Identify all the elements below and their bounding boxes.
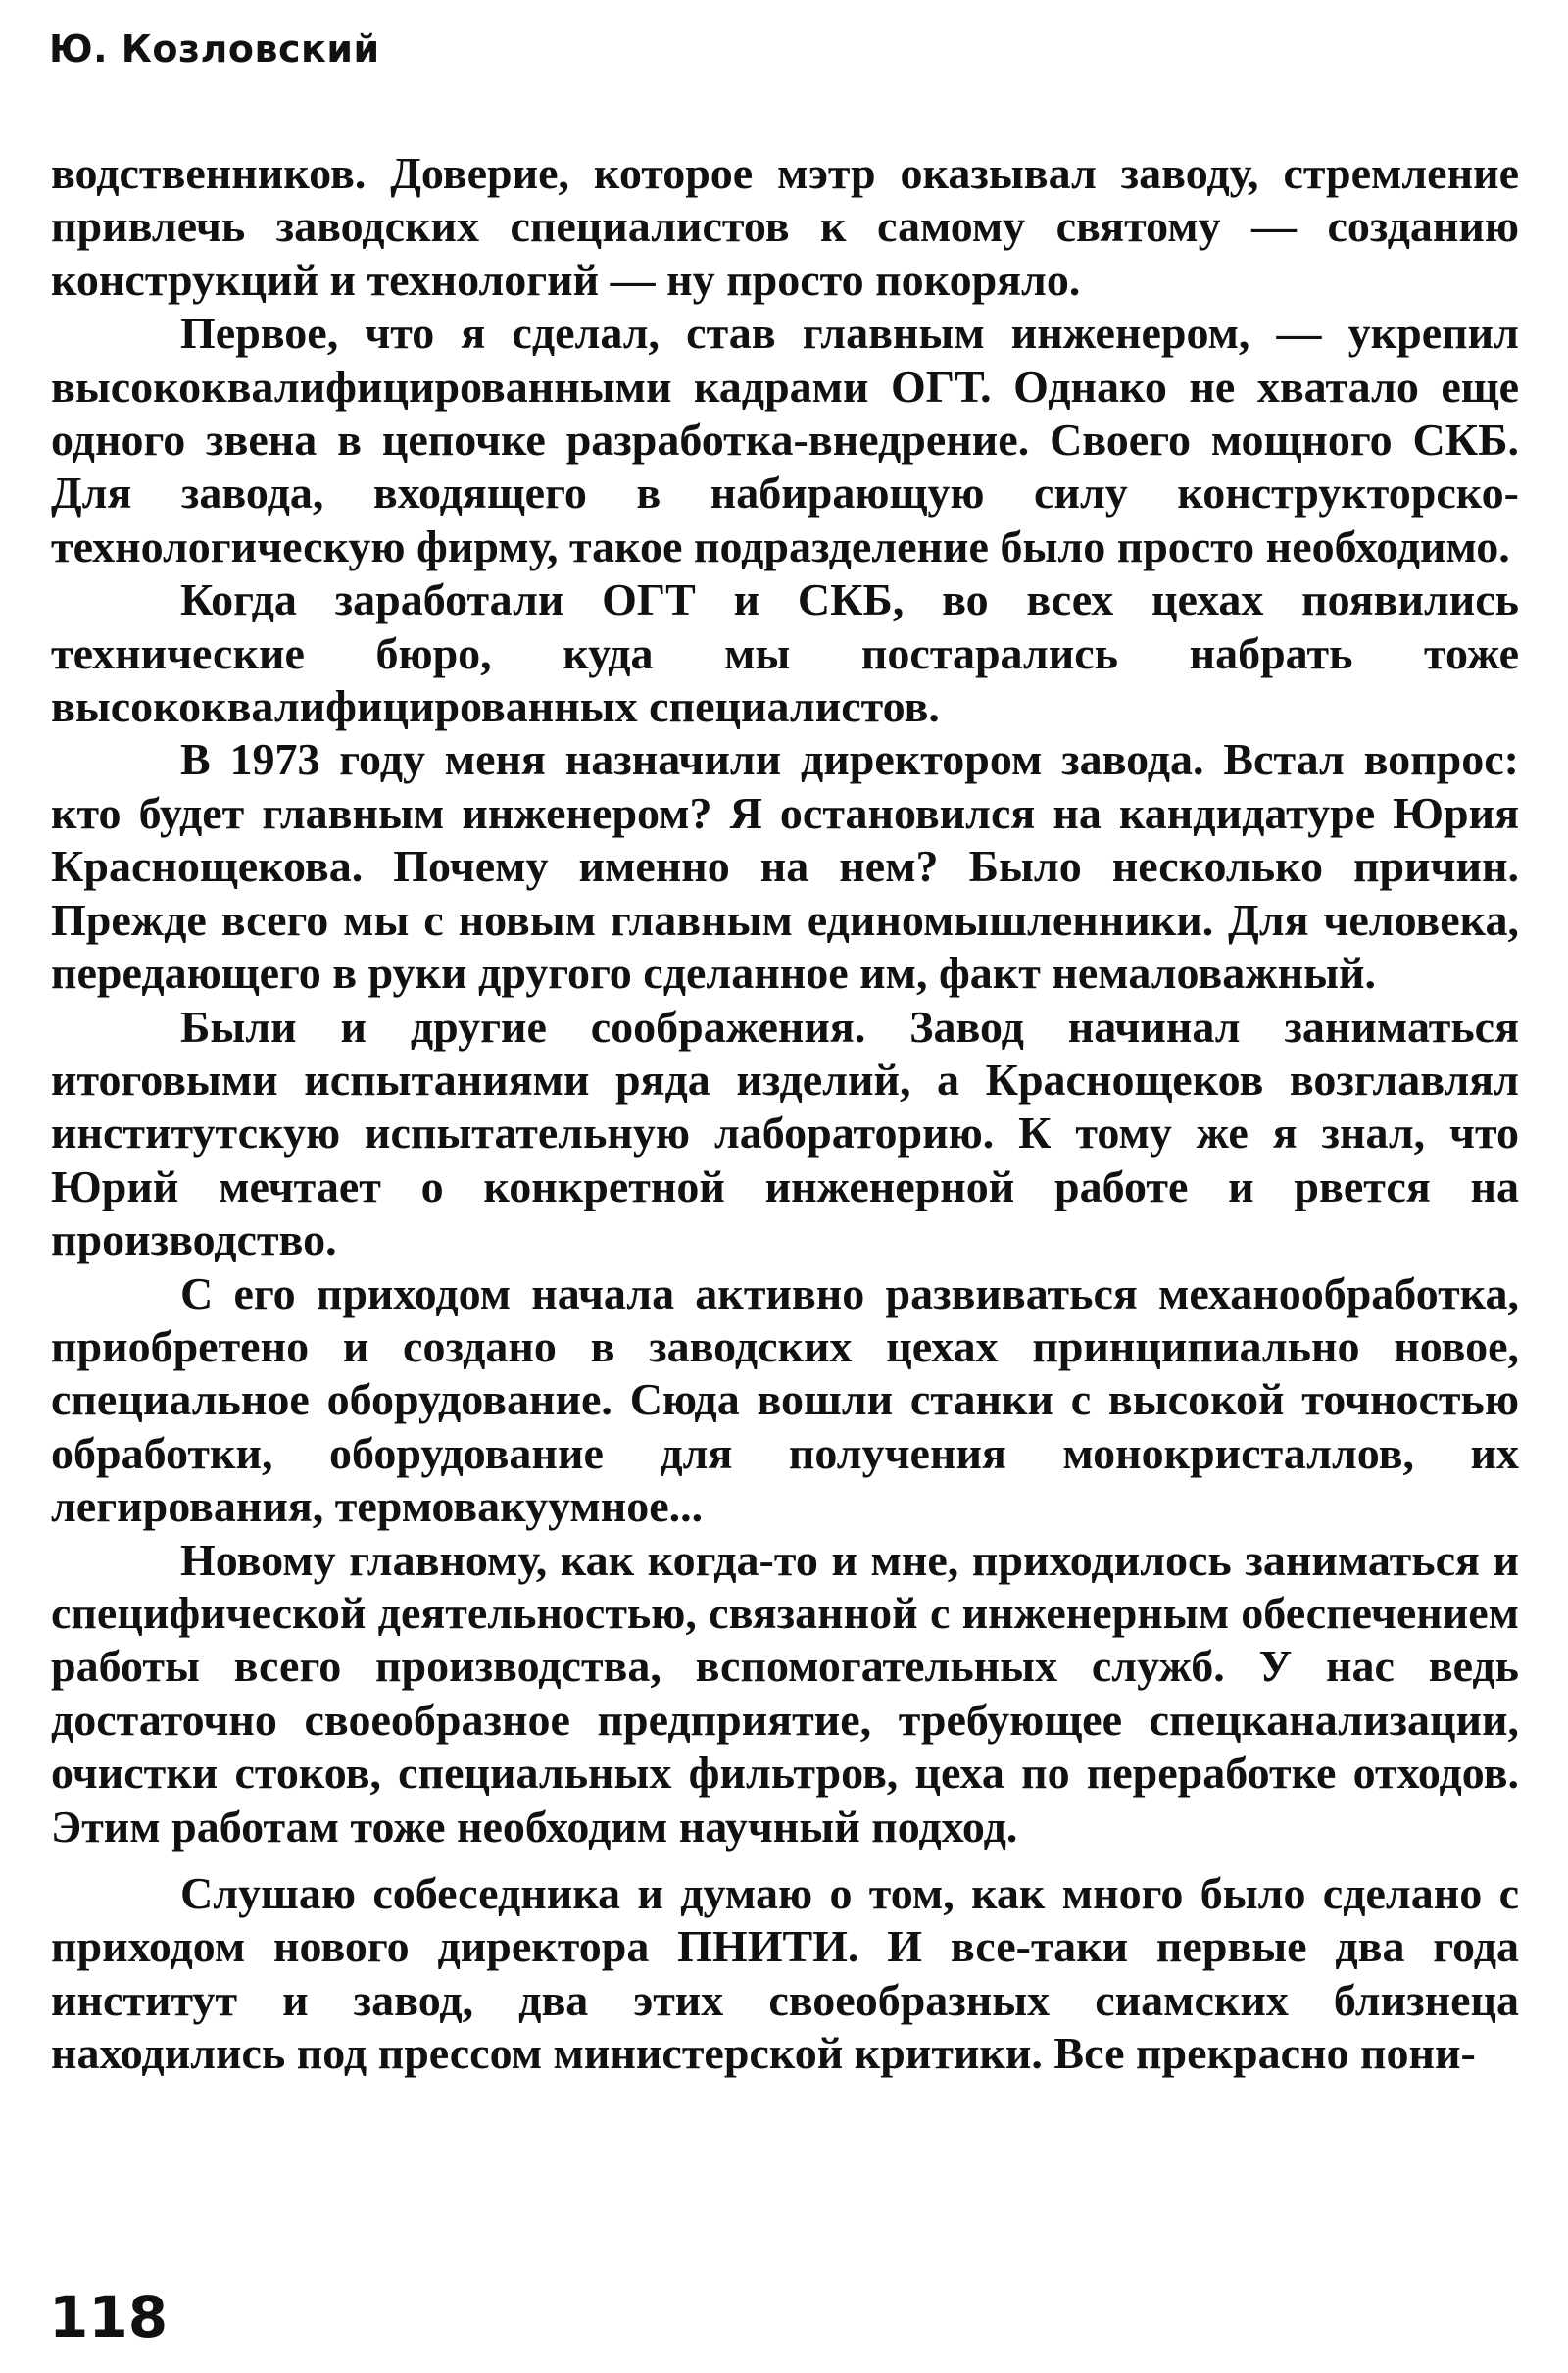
paragraph: С его приходом начала активно развиваться механообработка, приобретено и создано в заводских цехах принципиально новое, специальное оборудование. Сюда вошли станки с высокой точностью обработки, оборудование для получения монокристаллов, их легирования, термовакуумное... [51,1267,1519,1532]
paragraph: Первое, что я сделал, став главным инженером, — укрепил высококвалифицированными кадрами ОГТ. Однако не хватало еще одного звена в цепочке разработка-внедрение. Своего мощного СКБ. Для завода, входящего в набирающую силу конструкторско-технологическую фирму, такое подразделение было просто необходимо. [51,308,1519,571]
page-number: 118 [49,2284,169,2350]
running-head: Ю. Козловский [49,27,380,71]
paragraph: Были и другие соображения. Завод начинал заниматься итоговыми испытаниями ряда изделий, а Краснощеков возглавлял институтскую испытательную лабораторию. К тому же я знал, что Юрий мечтает о конкретной инженерной работе и рвется на производство. [51,1001,1519,1265]
paragraph: В 1973 году меня назначили директором завода. Встал вопрос: кто будет главным инженером? Я остановился на кандидатуре Юрия Краснощекова. Почему именно на нем? Было несколько причин. Прежде всего мы с новым главным единомышленники. Для человека, передающего в руки другого сделанное им, факт немаловажный. [51,734,1519,999]
paragraph: Новому главному, как когда-то и мне, приходилось заниматься и специфической деятельностью, связанной с инженерным обеспечением работы всего производства, вспомогательных служб. У нас ведь достаточно своеобразное предприятие, требующее спецканализации, очистки стоков, специальных фильтров, цеха по переработке отходов. Этим работам тоже необходим научный подход. [51,1534,1519,1852]
paragraph: Слушаю собеседника и думаю о том, как много было сделано с приходом нового директора ПНИТИ. И все-таки первые два года институт и завод, два этих своеобразных сиамских близнеца находились под прессом министерской критики. Все прекрасно пони- [51,1868,1519,2079]
body-text [51,147,1519,2081]
paragraph: Когда заработали ОГТ и СКБ, во всех цехах появились технические бюро, куда мы постарались набрать тоже высококвалифицированных специалистов. [51,574,1519,732]
paragraph: водственников. Доверие, которое мэтр оказывал заводу, стремление привлечь заводских специалистов к самому святому — созданию конструкций и технологий — ну просто покоряло. [51,148,1519,305]
